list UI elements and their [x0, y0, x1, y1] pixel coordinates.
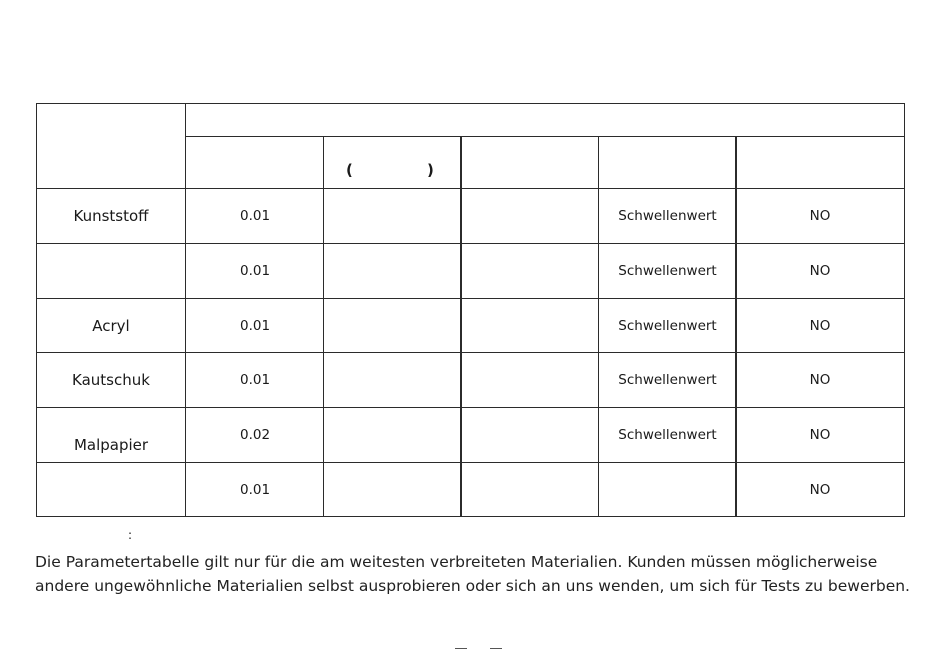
row-1-value: 0.01 [185, 188, 324, 244]
row-4-col-2 [323, 352, 462, 408]
header-col-3 [460, 136, 599, 189]
row-3-col-2 [323, 298, 462, 353]
row-4-material: Kautschuk [36, 352, 186, 408]
row-1-threshold: Schwellenwert [598, 188, 737, 244]
note-text: Die Parametertabelle gilt nur für die am weitesten verbreiteten Materialien. Kunden müssen möglicherweise andere ungewöhnliche Materialien selbst ausprobieren oder sich an uns wenden, um sich für Tests zu bewerben. [35, 553, 910, 595]
row-2-threshold: Schwellenwert [598, 243, 737, 299]
row-2-result: NO [735, 243, 905, 299]
row-2-col-3 [460, 243, 599, 299]
row-3-value: 0.01 [185, 298, 324, 353]
page-dash-right [490, 648, 502, 649]
row-3-result: NO [735, 298, 905, 353]
row-2-material [36, 243, 186, 299]
row-2-col-2 [323, 243, 462, 299]
row-5-col-3 [460, 407, 599, 463]
header-material-cell [36, 103, 186, 189]
row-3-col-3 [460, 298, 599, 353]
row-1-col-2 [323, 188, 462, 244]
row-6-result: NO [735, 462, 905, 517]
parameter-table [36, 103, 905, 517]
row-5-col-2 [323, 407, 462, 463]
row-1-result: NO [735, 188, 905, 244]
row-6-threshold [598, 462, 737, 517]
row-2-value: 0.01 [185, 243, 324, 299]
row-5-threshold: Schwellenwert [598, 407, 737, 463]
header-paren-open: ( [346, 161, 353, 179]
row-4-col-3 [460, 352, 599, 408]
row-6-material [36, 462, 186, 517]
header-paren-close: ) [427, 161, 434, 179]
row-1-material: Kunststoff [36, 188, 186, 244]
header-col-2 [323, 136, 462, 189]
row-4-threshold: Schwellenwert [598, 352, 737, 408]
row-1-col-3 [460, 188, 599, 244]
header-col-1 [185, 136, 324, 189]
row-5-result: NO [735, 407, 905, 463]
note-colon: : [128, 528, 133, 542]
row-6-value: 0.01 [185, 462, 324, 517]
header-col-5 [735, 136, 905, 189]
row-4-value: 0.01 [185, 352, 324, 408]
row-6-col-3 [460, 462, 599, 517]
row-6-col-2 [323, 462, 462, 517]
header-col-4 [598, 136, 737, 189]
row-5-material: Malpapier [36, 407, 186, 463]
row-5-value: 0.02 [185, 407, 324, 463]
page-dash-left [455, 648, 467, 649]
header-group-cell [185, 103, 905, 137]
row-3-material: Acryl [36, 298, 186, 353]
row-3-threshold: Schwellenwert [598, 298, 737, 353]
row-4-result: NO [735, 352, 905, 408]
